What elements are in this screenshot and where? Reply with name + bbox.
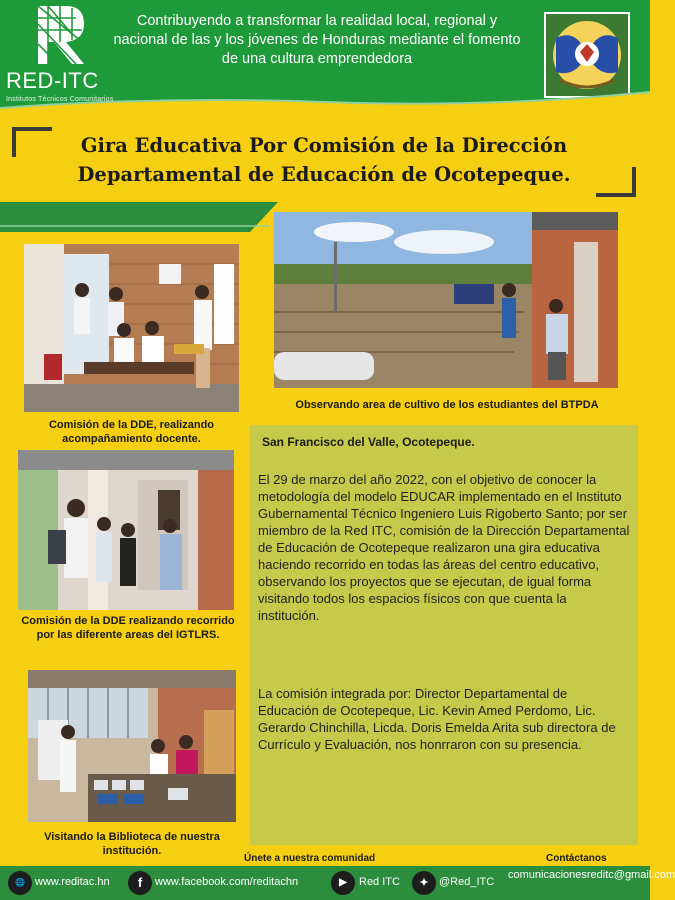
- footer-bar: [0, 866, 675, 900]
- photo-corridor: [18, 450, 234, 610]
- page-title: Gira Educativa Por Comisión de la Dirección Departamental de Educación de Ocotepeque.: [77, 134, 571, 186]
- caption-photo-classroom: Comisión de la DDE, realizando acompañamiento docente.: [48, 419, 215, 445]
- institution-seal: [544, 12, 630, 98]
- logo-r-icon: [36, 4, 88, 66]
- header-wave: [0, 92, 650, 114]
- mission-statement: Contribuyendo a transformar la realidad local, regional y nacional de las y los jóvenes de Honduras mediante el fomento de una cultura emprendedora: [113, 13, 521, 67]
- title-frame: [12, 127, 636, 197]
- photo-classroom: [24, 244, 239, 412]
- article-paragraph-2: La comisión integrada por: Director Departamental de Educación de Ocotepeque, Lic. Kevin Amed Perdomo, Lic. Gerardo Chinchilla, Licda. Doris Emelda Arita sub directora de Currículo y Evaluación, nos honrraron con su presencia.: [258, 686, 616, 752]
- youtube-icon: ▶: [331, 871, 355, 895]
- twitter-icon: ✦: [412, 871, 436, 895]
- caption-photo-crop-field: Observando area de cultivo de los estudiantes del BTPDA: [295, 399, 599, 411]
- twitter-link[interactable]: @Red_ITC: [439, 876, 495, 888]
- article-place: San Francisco del Valle, Ocotepeque.: [262, 435, 475, 449]
- caption-photo-library: Visitando la Biblioteca de nuestra institución.: [44, 831, 220, 857]
- seal-emblem-icon: [546, 14, 628, 96]
- website-link[interactable]: www.reditac.hn: [35, 876, 110, 888]
- facebook-icon: f: [128, 871, 152, 895]
- facebook-link[interactable]: www.facebook.com/reditachn: [155, 876, 299, 888]
- www-globe-icon: 🌐: [8, 871, 32, 895]
- green-accent-band: [0, 202, 290, 232]
- logo-title: RED-ITC: [6, 68, 99, 93]
- photo-crop-field: [274, 212, 618, 388]
- photo-library: [28, 670, 236, 822]
- article-box: [250, 425, 638, 845]
- youtube-link[interactable]: Red ITC: [359, 876, 400, 888]
- logo-subtitle: Institutos Técnicos Comunitarios: [6, 96, 114, 103]
- article-paragraph-1: El 29 de marzo del año 2022, con el objetivo de conocer la metodología del modelo EDUCAR implementado en el Instituto Gubernamental Técnico Ingeniero Luis Rigoberto Santo; por ser miembro de la Red ITC, comisión de la Dirección Departamental de Educación de Ocotepeque realizaron una gira educativa haciendo recorrido en todas las áreas del centro educativo, observando los proyectos que se ejecutan, de igual forma visitando todos los espacios físicos con que cuenta la institución.: [258, 472, 630, 623]
- contact-label: Contáctanos: [546, 853, 607, 864]
- caption-photo-corridor: Comisión de la DDE realizando recorrido por las diferente areas del IGTLRS.: [21, 615, 235, 641]
- email-link[interactable]: comunicacionesreditc@gmail.com: [508, 869, 675, 881]
- header: [0, 0, 650, 108]
- join-community-label: Únete a nuestra comunidad: [244, 853, 376, 864]
